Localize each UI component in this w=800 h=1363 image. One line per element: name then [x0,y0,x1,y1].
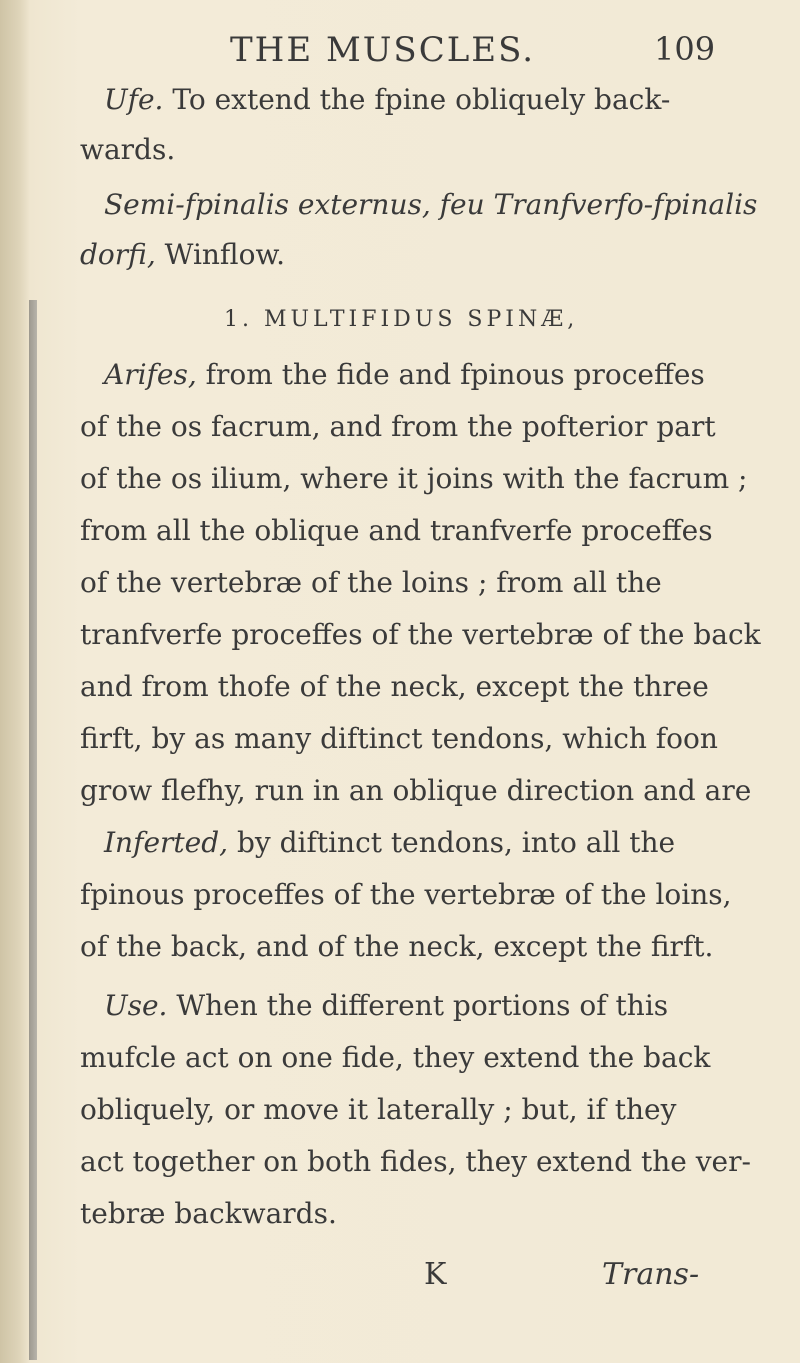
text-line: from all the oblique and tranfverfe proceffes [80,514,713,547]
synonym-word: dorfi, [80,238,156,271]
text-line: firft, by as many diftinct tendons, which foon [80,722,718,755]
author-name: Winflow. [164,238,286,271]
text-line: obliquely, or move it laterally ; but, if they [80,1093,677,1126]
use-paragraph-2 [104,986,668,1026]
arises-paragraph [104,355,705,395]
arises-label: Arifes, [104,358,197,391]
text-line: of the os facrum, and from the pofterior part [80,410,716,443]
binding-shadow [0,0,30,1363]
use-text: To extend the fpine obliquely back- [172,83,671,116]
use-label: Ufe. [104,83,164,116]
catchword: Trans- [602,1257,700,1292]
text-line: tebræ backwards. [80,1197,337,1230]
inserted-text: by diftinct tendons, into all the [236,826,676,859]
section-heading: 1. MULTIFIDUS SPINÆ, [224,307,579,332]
text-line: of the vertebræ of the loins ; from all the [80,566,662,599]
binding-edge [29,300,37,1360]
text-line: grow flefhy, run in an oblique direction and are [80,774,752,807]
use-label: Use. [104,989,168,1022]
text-line: act together on both fides, they extend the ver- [80,1145,751,1178]
synonym-line-2 [80,235,285,275]
text-line: fpinous proceffes of the vertebræ of the loins, [80,878,732,911]
signature-mark: K [424,1257,447,1292]
text-line: of the os ilium, where it joins with the facrum ; [80,462,748,495]
text-line: mufcle act on one fide, they extend the back [80,1041,711,1074]
inserted-label: Inferted, [104,826,229,859]
running-head: THE MUSCLES. [230,30,536,70]
text-line: tranfverfe proceffes of the vertebræ of the back [80,618,761,651]
arises-text: from the fide and fpinous proceffes [205,358,705,391]
text-line: of the back, and of the neck, except the firft. [80,930,714,963]
page-number: 109 [654,30,716,68]
use-text: When the different portions of this [176,989,669,1022]
inserted-paragraph [104,823,675,863]
use-paragraph-1 [104,80,670,120]
synonym-line: Semi-fpinalis externus, feu Tranfverfo-fpinalis [104,188,758,221]
text-line: and from thofe of the neck, except the three [80,670,709,703]
text-line: wards. [80,133,176,166]
